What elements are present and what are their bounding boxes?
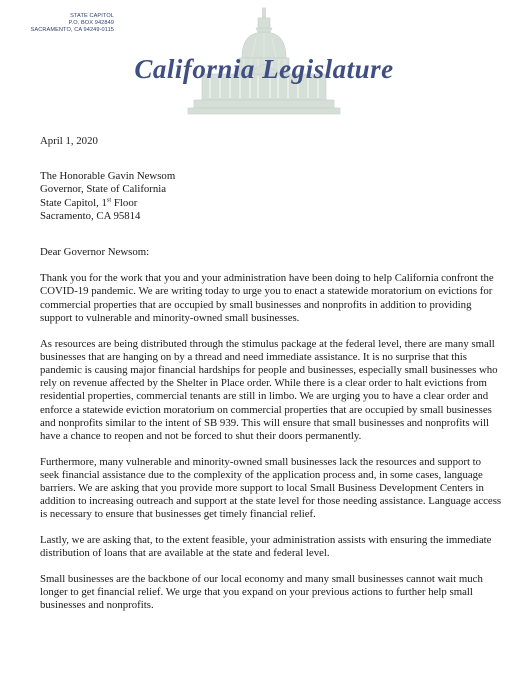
salutation: Dear Governor Newsom: bbox=[40, 246, 150, 259]
return-address-line: P.O. BOX 942849 bbox=[68, 20, 114, 26]
body-paragraph: As resources are being distributed through the stimulus package at the federal level, there are many small businesses that are hanging on by a thread and need immediate assistance. It is no surprise that this pandemic is causing major financial hardships for people and businesses, especially small businesses who rely on revenue affected by the Shelter in Place order. While there is a clear order to halt evictions from residential properties, commercial tenants are still in limbo. We are urging you to have a clear order and enforce a statewide eviction moratorium on commercial properties that are occupied by small businesses and nonprofits similar to the intent of SB 939. This will ensure that small businesses and nonprofits will have a chance to reopen and not be forced to shut their doors permanently. bbox=[40, 337, 498, 442]
letter-body bbox=[40, 135, 502, 625]
letterhead-title: California Legislature bbox=[134, 54, 394, 84]
letter-date: April 1, 2020 bbox=[40, 135, 98, 147]
ordinal-suffix: st bbox=[106, 196, 112, 204]
recipient-address-prefix: State Capitol, 1 bbox=[40, 196, 107, 209]
body-paragraph: Thank you for the work that you and your administration have been doing to help California confront the COVID-19 pandemic. We are writing today to urge you to enact a statewide moratorium on evictions for commercial properties that are occupied by small businesses and nonprofits in addition to providing support to vulnerable and minority-owned small businesses. bbox=[40, 272, 494, 324]
recipient-city-line: Sacramento, CA 95814 bbox=[40, 209, 141, 222]
body-paragraph: Small businesses are the backbone of our local economy and many small businesses cannot wait much longer to get financial relief. We urge that you expand on your previous actions to further help small businesses and nonprofits. bbox=[40, 573, 483, 612]
recipient-address bbox=[40, 170, 502, 223]
return-address bbox=[14, 13, 114, 34]
body-paragraph: Furthermore, many vulnerable and minority-owned small businesses lack the resources and support to seek financial assistance due to the complexity of the application process and, in some cases, language barriers. We are asking that you provide more support to local Small Business Development Centers in addition to increasing outreach and support at the state level for those needing assistance. Language access is necessary to ensure that businesses get timely financial relief. bbox=[40, 455, 502, 521]
recipient-address-line bbox=[40, 197, 502, 210]
recipient-address-suffix: Floor bbox=[111, 196, 138, 209]
recipient-title: Governor, State of California bbox=[40, 183, 167, 196]
letterhead bbox=[128, 6, 400, 118]
return-address-line: STATE CAPITOL bbox=[70, 13, 114, 19]
body-paragraph: Lastly, we are asking that, to the extent feasible, your administration assists with ensuring the immediate distribution of loans that are available at the state and federal level. bbox=[40, 534, 492, 560]
return-address-line: SACRAMENTO, CA 94249-0115 bbox=[30, 27, 114, 33]
recipient-name: The Honorable Gavin Newsom bbox=[40, 170, 176, 183]
